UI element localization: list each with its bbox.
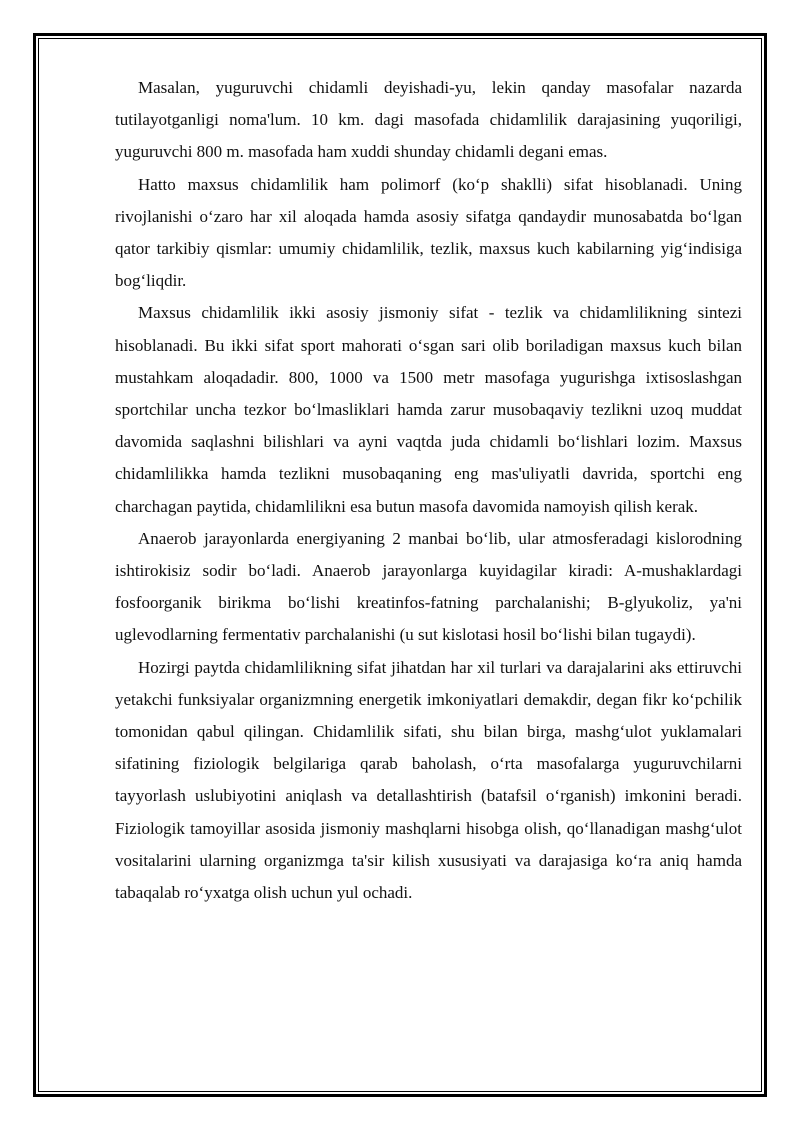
paragraph-4: Anaerob jarayonlarda energiyaning 2 manbai bo‘lib, ular atmosferadagi kislorodning ishtirokisiz sodir bo‘ladi. Anaerob jarayonlarga kuyidagilar kiradi: A-mushaklardagi fosfoorganik birikma bo‘lishi kreatinfos-fatning parchalanishi; B-glyukoliz, ya'ni uglevodlarning fermentativ parchalanishi (u sut kislotasi hosil bo‘lishi bilan tugaydi). (115, 528, 742, 645)
document-body (115, 72, 742, 909)
paragraph-5: Hozirgi paytda chidamlilikning sifat jihatdan har xil turlari va darajalarini aks ettiruvchi yetakchi funksiyalar organizmning energetik imkoniyatlari demakdir, degan fikr ko‘pchilik tomonidan qabul qilingan. Chidamlilik sifati, shu bilan birga, mashg‘ulot yuklamalari sifatining fiziologik belgilariga qarab baholash, o‘rta masofalarga yuguruvchilarni tayyorlash uslubiyotini aniqlash va detallashtirish (batafsil o‘rganish) imkonini beradi. Fiziologik tamoyillar asosida jismoniy mashqlarni hisobga olish, qo‘llanadigan mashg‘ulot vositalarini ularning organizmga ta'sir kilish xususiyati va darajasiga ko‘ra aniq hamda tabaqalab ro‘yxatga olish uchun yul ochadi. (115, 657, 742, 903)
paragraph-1: Masalan, yuguruvchi chidamli deyishadi-yu, lekin qanday masofalar nazarda tutilayotganligi noma'lum. 10 km. dagi masofada chidamlilik darajasining yuqoriligi, yuguruvchi 800 m. masofada ham xuddi shunday chidamli degani emas. (115, 78, 742, 162)
paragraph-3: Maxsus chidamlilik ikki asosiy jismoniy sifat - tezlik va chidamlilikning sintezi hisoblanadi. Bu ikki sifat sport mahorati o‘sgan sari olib boriladigan maxsus kuch bilan mustahkam aloqadadir. 800, 1000 va 1500 metr masofaga yugurishga ixtisoslashgan sportchilar uncha tezkor bo‘lmasliklari hamda zarur musobaqaviy tezlikni uzoq muddat davomida saqlashni bilishlari va ayni vaqtda juda chidamli bo‘lishlari lozim. Maxsus chidamlilikka hamda tezlikni musobaqaning eng mas'uliyatli davrida, sportchi eng charchagan paytida, chidamlilikni esa butun masofa davomida namoyish qilish kerak. (115, 303, 742, 516)
paragraph-2: Hatto maxsus chidamlilik ham polimorf (ko‘p shaklli) sifat hisoblanadi. Uning rivojlanishi o‘zaro har xil aloqada hamda asosiy sifatga qandaydir munosabatda bo‘lgan qator tarkibiy qismlar: umumiy chidamlilik, tezlik, maxsus kuch kabilarning yig‘indisiga bog‘liqdir. (115, 174, 742, 291)
